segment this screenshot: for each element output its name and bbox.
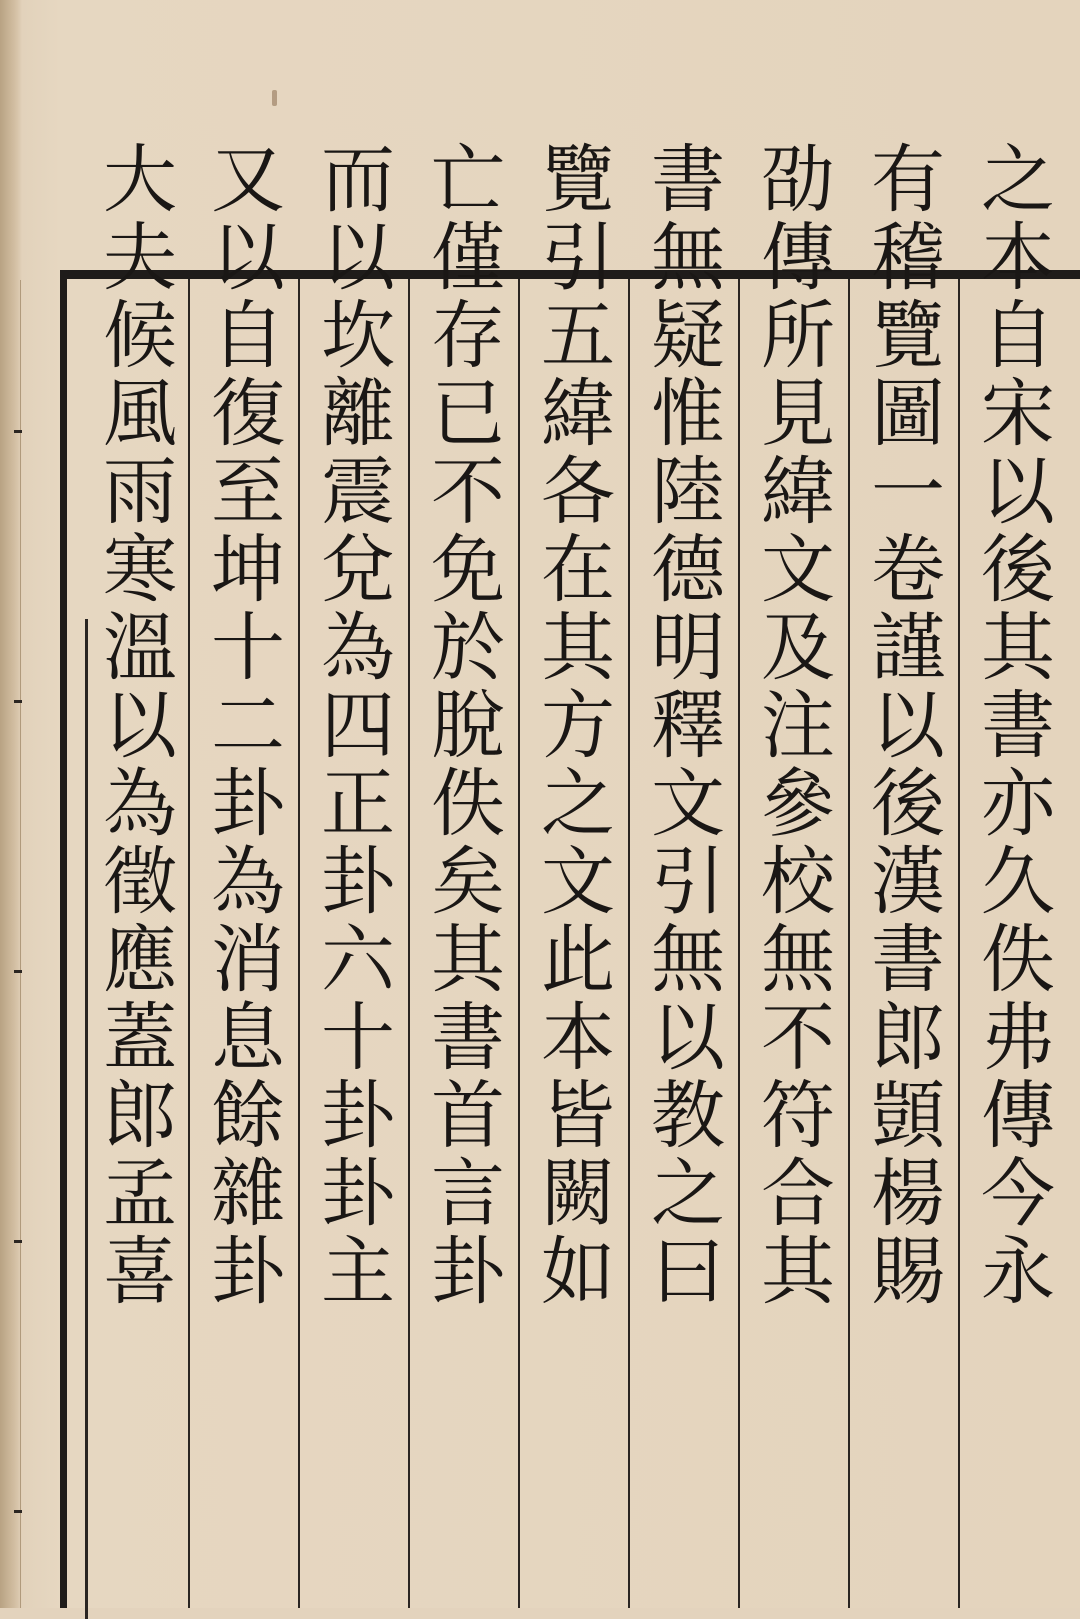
column-rule [518,279,520,1608]
left-page-tick [14,700,22,703]
column-rule [848,279,850,1608]
left-page-tick [14,1240,22,1243]
text-column-2: 有稽覽圖一卷謹以後漢書郎顗楊賜 [859,140,945,1310]
left-page-tick [14,1510,22,1513]
left-page-edge [6,280,21,1608]
text-column-9: 大夫候風雨寒溫以為徵應蓋郎孟喜 [91,140,177,1310]
left-page-tick [14,970,22,973]
column-rule [628,279,630,1608]
text-column-5: 覽引五緯各在其方之文此本皆闕如 [529,140,615,1310]
column-rule [738,279,740,1608]
column-rule [958,279,960,1608]
column-rule [408,279,410,1608]
left-page-tick [14,430,22,433]
column-rule [298,279,300,1608]
text-column-7: 而以坎離震兌為四正卦六十卦卦主 [309,140,395,1310]
column-rule [188,279,190,1608]
paper-stain [272,90,277,106]
text-column-6: 亡僅存已不免於脫佚矣其書首言卦 [419,140,505,1310]
text-column-1: 之本自宋以後其書亦久佚弗傳今永 [969,140,1055,1310]
text-column-8: 又以自復至坤十二卦為消息餘雜卦 [199,140,285,1310]
text-column-4: 書無疑惟陸德明釋文引無以教之曰 [639,140,725,1310]
text-column-3: 劭傳所見緯文及注參校無不符合其 [749,140,835,1310]
